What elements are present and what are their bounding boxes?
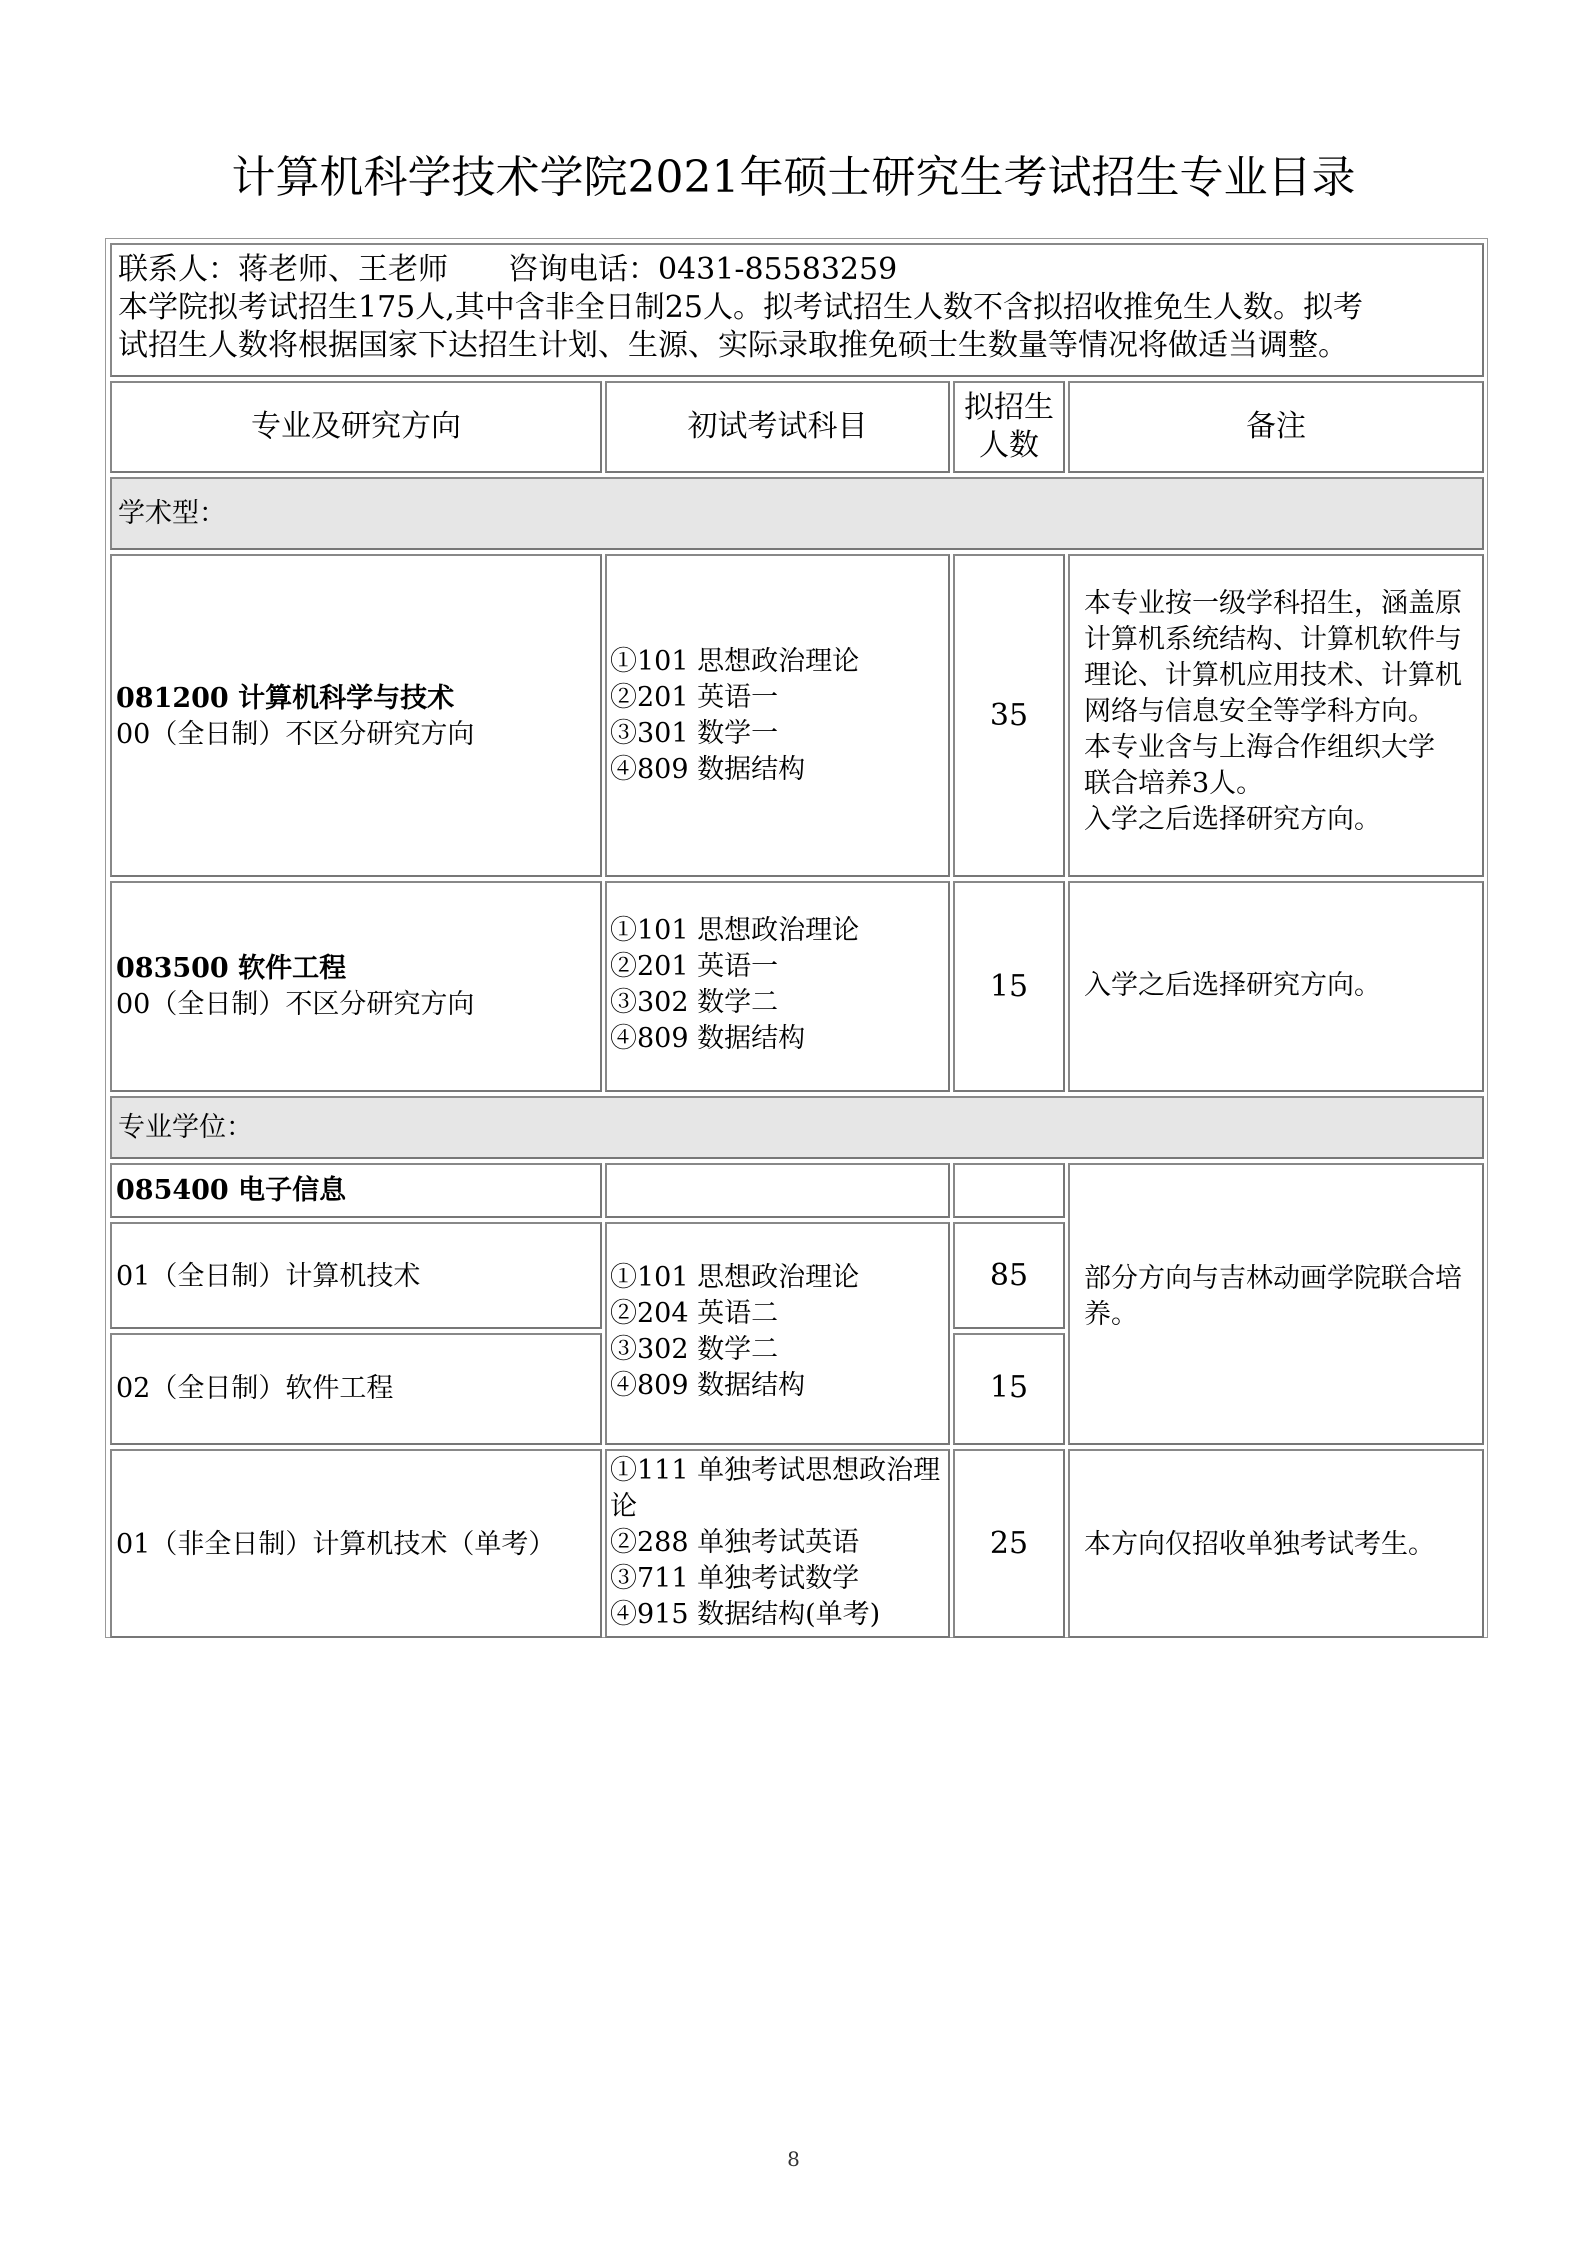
section-academic	[110, 477, 1484, 550]
cs-remarks-cell	[1068, 554, 1484, 877]
ei-major: 085400 电子信息	[116, 1175, 347, 1206]
page-number: 8	[787, 2147, 800, 2171]
header-quota-line2: 人数	[979, 428, 1039, 463]
pt-remark: 本方向仅招收单独考试考生。	[1084, 1529, 1435, 1560]
cs-remark-2: 计算机系统结构、计算机软件与	[1084, 624, 1462, 655]
section-professional-label: 专业学位：	[118, 1112, 253, 1143]
info-cell	[110, 243, 1484, 377]
cs-remark-7: 入学之后选择研究方向。	[1084, 804, 1381, 835]
ei-dir2: 02（全日制）软件工程	[116, 1373, 394, 1404]
se-subject-2: ②201 英语一	[610, 951, 779, 982]
ei-subjects-empty	[605, 1163, 950, 1218]
se-quota-cell	[953, 881, 1065, 1092]
ei-major-cell	[110, 1163, 602, 1218]
ei-quota-empty	[953, 1163, 1065, 1218]
ei-subjects-cell	[605, 1222, 950, 1445]
cs-subject-4: ④809 数据结构	[610, 754, 806, 785]
ei-subject-1: ①101 思想政治理论	[610, 1262, 860, 1293]
header-major-label: 专业及研究方向	[251, 409, 461, 444]
se-remarks-cell	[1068, 881, 1484, 1092]
pt-subject-3: ③711 单独考试数学	[610, 1563, 860, 1594]
cs-quota: 35	[989, 698, 1029, 733]
cs-remark-6: 联合培养3人。	[1084, 768, 1264, 799]
ei-dir1: 01（全日制）计算机技术	[116, 1261, 421, 1292]
se-subjects-cell	[605, 881, 950, 1092]
cs-subject-1: ①101 思想政治理论	[610, 646, 860, 677]
info-line-3: 试招生人数将根据国家下达招生计划、生源、实际录取推免硕士生数量等情况将做适当调整。	[118, 328, 1348, 363]
ei-subject-4: ④809 数据结构	[610, 1370, 806, 1401]
pt-direction-cell	[110, 1449, 602, 1638]
cs-remark-5: 本专业含与上海合作组织大学	[1084, 732, 1435, 763]
header-subjects	[605, 381, 950, 473]
pt-quota: 25	[989, 1526, 1029, 1561]
se-major: 083500 软件工程	[116, 953, 347, 984]
cs-quota-cell	[953, 554, 1065, 877]
se-subject-4: ④809 数据结构	[610, 1023, 806, 1054]
pt-subject-4: ④915 数据结构(单考)	[610, 1599, 881, 1630]
cs-major: 081200 计算机科学与技术	[116, 683, 455, 714]
cs-subjects-cell	[605, 554, 950, 877]
ei-subject-3: ③302 数学二	[610, 1334, 779, 1365]
pt-subjects-cell	[605, 1449, 950, 1638]
pt-quota-cell	[953, 1449, 1065, 1638]
se-subject-1: ①101 思想政治理论	[610, 915, 860, 946]
pt-direction: 01（非全日制）计算机技术（单考）	[116, 1529, 556, 1560]
cs-subject-3: ③301 数学一	[610, 718, 779, 749]
header-remarks-label: 备注	[1246, 409, 1306, 444]
se-subject-3: ③302 数学二	[610, 987, 779, 1018]
pt-remarks-cell	[1068, 1449, 1484, 1638]
se-remark: 入学之后选择研究方向。	[1084, 970, 1381, 1001]
header-major	[110, 381, 602, 473]
section-academic-label: 学术型：	[118, 498, 226, 529]
pt-subject-1-cont: 论	[610, 1491, 637, 1522]
cs-subject-2: ②201 英语一	[610, 682, 779, 713]
cs-remark-4: 网络与信息安全等学科方向。	[1084, 696, 1435, 727]
ei-quota2: 15	[989, 1370, 1029, 1405]
header-remarks	[1068, 381, 1484, 473]
ei-remarks-cell	[1068, 1163, 1484, 1445]
section-professional	[110, 1096, 1484, 1159]
se-direction: 00（全日制）不区分研究方向	[116, 989, 475, 1020]
cs-remark-3: 理论、计算机应用技术、计算机	[1084, 660, 1462, 691]
header-quota-line1: 拟招生	[964, 390, 1054, 425]
ei-subject-2: ②204 英语二	[610, 1298, 779, 1329]
info-text	[118, 251, 1488, 365]
ei-quota2-cell	[953, 1333, 1065, 1445]
header-subjects-label: 初试考试科目	[687, 409, 868, 444]
ei-quota1-cell	[953, 1222, 1065, 1329]
se-quota: 15	[989, 969, 1029, 1004]
header-quota	[953, 381, 1065, 473]
ei-remark-2: 养。	[1084, 1299, 1138, 1330]
ei-remark-1: 部分方向与吉林动画学院联合培	[1084, 1263, 1462, 1294]
se-major-cell	[110, 881, 602, 1092]
ei-quota1: 85	[989, 1258, 1029, 1293]
info-line-2: 本学院拟考试招生175人,其中含非全日制25人。拟考试招生人数不含拟招收推免生人数。拟考	[118, 290, 1363, 325]
pt-subject-1: ①111 单独考试思想政治理	[610, 1455, 941, 1486]
contact-line: 联系人：蒋老师、王老师 咨询电话：0431-85583259	[118, 252, 898, 287]
cs-direction: 00（全日制）不区分研究方向	[116, 719, 475, 750]
pt-subject-2: ②288 单独考试英语	[610, 1527, 860, 1558]
page-title: 计算机科学技术学院2021年硕士研究生考试招生专业目录	[231, 152, 1356, 203]
cs-remark-1: 本专业按一级学科招生，涵盖原	[1084, 588, 1462, 619]
ei-dir1-cell	[110, 1222, 602, 1329]
ei-dir2-cell	[110, 1333, 602, 1445]
cs-major-cell	[110, 554, 602, 877]
